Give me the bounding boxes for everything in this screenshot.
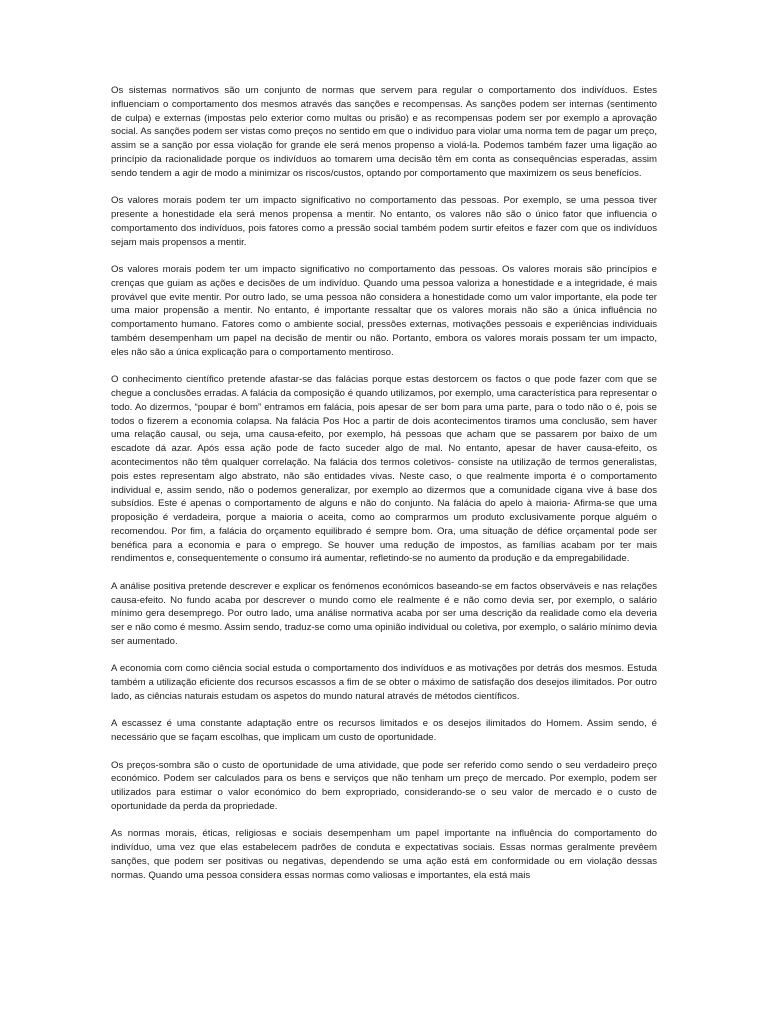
paragraph-moral-values-long: Os valores morais podem ter um impacto significativo no comportamento das pessoas. Os valores morais são princípios e crenças que guiam as ações e decisões de um indivíduo. Quando uma pessoa valoriza a honestidade e a integridade, é mais provável que evite mentir. Por outro lado, se uma pessoa não considera a honestidade como um valor importante, ela pode ter uma maior propensão a mentir. No entanto, é importante ressaltar que os valores morais não são a única influência no comportamento humano. Fatores como o ambiente social, pressões externas, motivações pessoais e experiências individuais também desempenham um papel na decisão de mentir ou não. Portanto, embora os valores morais possam ter um impacto, eles não são a única explicação para o comportamento mentiroso. (111, 263, 657, 358)
paragraph-shadow-prices: Os preços-sombra são o custo de oportunidade de uma atividade, que pode ser referido como sendo o seu verdadeiro preço económico. Podem ser calculados para os bens e serviços que não tenham um preço de mercado. Por exemplo, podem ser utilizados para estimar o valor económico do bem expropriado, considerando-se o seu valor de mercado e o custo de oportunidade da perda da propriedade. (111, 759, 657, 813)
paragraph-moral-values-short: Os valores morais podem ter um impacto significativo no comportamento das pessoas. Por exemplo, se uma pessoa tiver presente a honestidade ela será menos propensa a mentir. No entanto, os valores não são o único fator que influencia o comportamento dos indivíduos, pois fatores como a pressão social também podem surtir efeitos e fazer com que os indivíduos sejam mais propensos a mentir. (111, 195, 657, 248)
paragraph-normative-systems: Os sistemas normativos são um conjunto de normas que servem para regular o comportamento dos indivíduos. Estes influenciam o comportamento dos mesmos através das sanções e recompensas. As sanções podem ser internas (sentimento de culpa) e externas (impostas pelo exterior como multas ou prisão) e as recompensas podem ser por exemplo a aprovação social. As sanções podem ser vistas como preços no sentido em que o individuo para violar uma norma tem de pagar um preço, assim se a sanção por essa violação for grande ele será menos propenso a violá-la. Podemos também fazer uma ligação ao princípio da racionalidade porque os indivíduos ao tomarem uma decisão têm em conta as consequências esperadas, assim sendo tendem a agir de modo a minimizar os riscos/custos, optando por comportamento que maximizem os seus benefícios. (111, 85, 657, 179)
paragraph-social-norms: As normas morais, éticas, religiosas e sociais desempenham um papel importante na influência do comportamento do indivíduo, uma vez que elas estabelecem padrões de conduta e expectativas sociais. Essas normas geralmente prevêem sanções, que podem ser positivas ou negativas, dependendo se uma ação está em conformidade ou em violação dessas normas. Quando uma pessoa considera essas normas como valiosas e importantes, ela está mais (111, 828, 657, 881)
paragraph-positive-normative-analysis: A análise positiva pretende descrever e explicar os fenómenos económicos baseando-se em factos observáveis e nas relações causa-efeito. No fundo acaba por descrever o mundo como ele realmente é e não como devia ser, por exemplo, o salário mínimo gera desemprego. Por outro lado, uma análise normativa acaba por ser uma descrição da realidade como ela deveria ser e não como é mesmo. Assim sendo, traduz-se como uma opinião individual ou coletiva, por exemplo, o salário mínimo devia ser aumentado. (111, 580, 657, 648)
paragraph-fallacies: O conhecimento científico pretende afastar-se das falácias porque estas destorcem os factos o que pode fazer com que se chegue a conclusões erradas. A falácia da composição é quando utilizamos, por exemplo, uma característica para representar o todo. Ao dizermos, “poupar é bom” entramos em falácia, pois apesar de ser bom para uma parte, para o todo não o é, pois se todos o fizerem a economia colapsa. Na falácia Pos Hoc a partir de dois acontecimentos tiramos uma conclusão, sem haver uma relação causal, ou seja, uma causa-efeito, por exemplo, há pessoas que acham que se passarem por baixo de um escadote dá azar. Após essa ação pode de facto suceder algo de mal. No entanto, apesar de haver causa-efeito, os acontecimentos não têm qualquer correlação. Na falácia dos termos coletivos- consiste na utilização de termos generalistas, pois estes representam algo abstrato, não são entidades vivas. Neste caso, o que realmente importa é o comportamento individual e, assim sendo, não o podemos generalizar, por exemplo ao dizermos que a comunidade cigana vive á base dos subsídios. Este é apenas o comportamento de alguns e não do conjunto. Na falácia do apelo à maioria- Afirma-se que uma proposição é verdadeira, porque a maioria o aceita, como ao comprarmos um produto exclusivamente porque alguém o recomendou. Por fim, a falácia do orçamento equilibrado é sempre bom. Ora, uma situação de défice orçamental pode ser benéfica para a economia e para o emprego. Se houver uma redução de impostos, as famílias acabam por ter mais rendimentos e, consequentemente o consumo irá aumentar, refletindo-se no aumento da produção e da empregabilidade. (111, 374, 657, 565)
paragraph-economics-social-science: A economia com como ciência social estuda o comportamento dos indivíduos e as motivações por detrás dos mesmos. Estuda também a utilização eficiente dos recursos escassos a fim de se obter o máximo de satisfação dos desejos ilimitados. Por outro lado, as ciências naturais estudam os aspetos do mundo natural através de métodos científicos. (111, 663, 657, 703)
document-page (111, 84, 657, 896)
paragraph-scarcity: A escassez é uma constante adaptação entre os recursos limitados e os desejos ilimitados do Homem. Assim sendo, é necessário que se façam escolhas, que implicam um custo de oportunidade. (111, 718, 657, 744)
